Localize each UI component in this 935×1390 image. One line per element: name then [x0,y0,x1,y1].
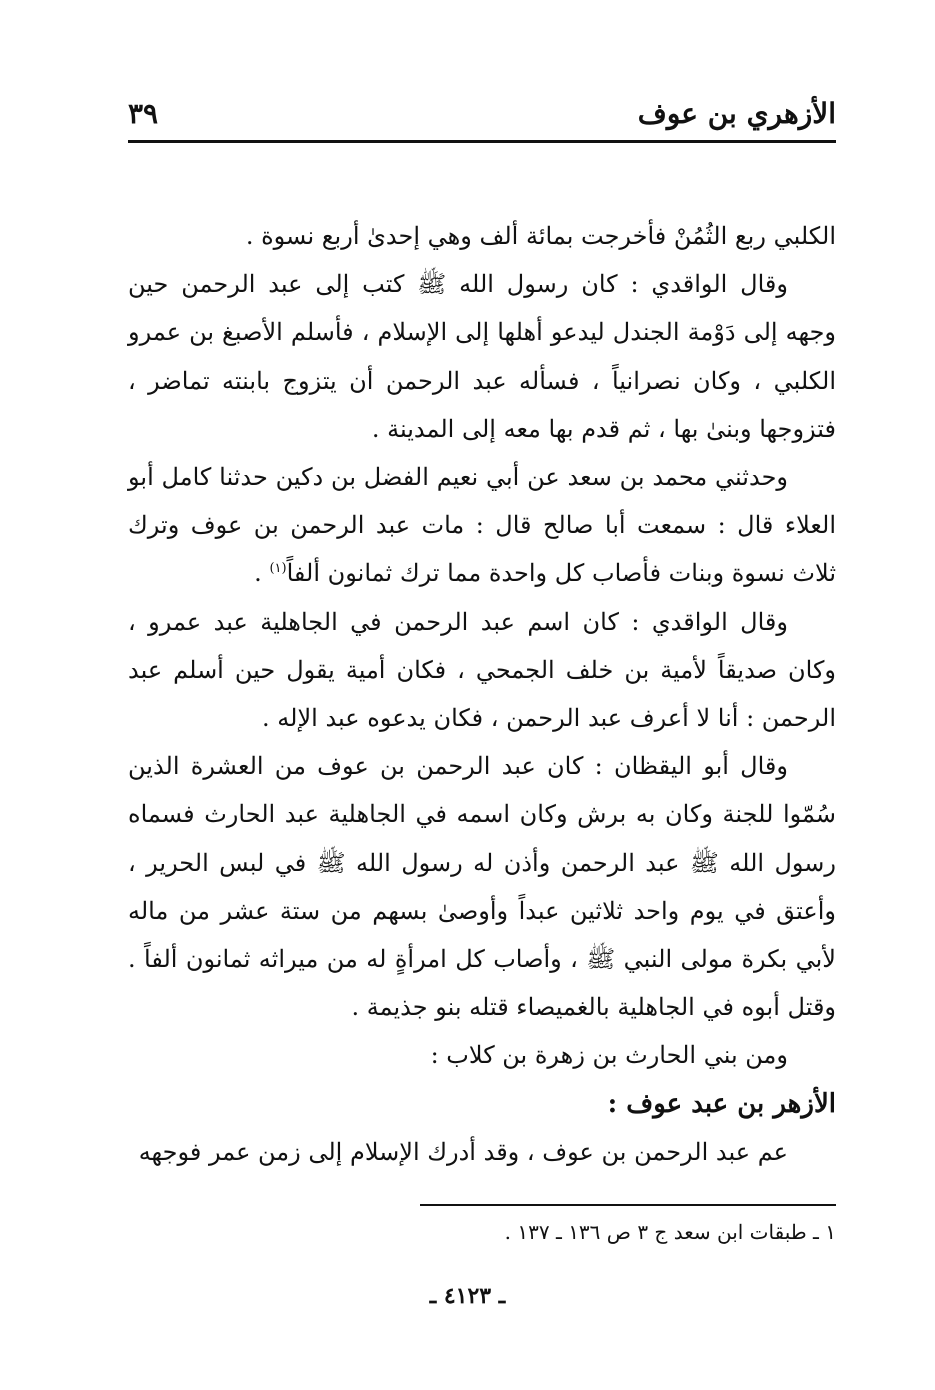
footnote: ١ ـ طبقات ابن سعد ج ٣ ص ١٣٦ ـ ١٣٧ . [504,1220,836,1244]
paragraph-4: وقال الواقدي : كان اسم عبد الرحمن في الجاهلية عبد عمرو ، وكان صديقاً لأمية بن خلف الجمحي ، فكان أمية يقول حين أسلم عبد الرحمن : أنا لا أعرف عبد الرحمن ، فكان يدعوه عبد الإله . [128,607,836,733]
folio-number: ـ ٤١٢٣ ـ [429,1283,506,1309]
paragraph-1: الكلبي ربع الثُمُنْ فأخرجت بمائة ألف وهي إحدىٰ أربع نسوة . [245,222,836,250]
paragraph-3-end: . [254,559,270,588]
footnote-marker: (١) [269,561,287,577]
page-header [128,92,836,136]
running-title: الأزهري بن عوف [637,97,836,130]
main-text [128,212,836,1176]
section-heading: الأزهر بن عبد عوف : [607,1088,836,1119]
page-number: ٣٩ [128,97,159,130]
paragraph-2: وقال الواقدي : كان رسول الله ﷺ كتب إلى عبد الرحمن حين وجهه إلى دَوْمة الجندل ليدعو أهلها إلى الإسلام ، فأسلم الأصبغ بن عمرو الكلبي ، وكان نصرانياً ، فسأله عبد الرحمن أن يتزوج بابنته تماضر ، فتزوجها وبنىٰ بها ، ثم قدم بها معه إلى المدينة . [128,270,836,443]
paragraph-6: عم عبد الرحمن بن عوف ، وقد أدرك الإسلام إلى زمن عمر فوجهه [138,1137,788,1166]
footnote-rule [420,1204,836,1206]
paragraph-3-text: وحدثني محمد بن سعد عن أبي نعيم الفضل بن دكين حدثنا كامل أبو العلاء قال : سمعت أبا صالح قال : مات عبد الرحمن بن عوف وترك ثلاث نسوة وبنات فأصاب كل واحدة مما ترك ثمانون ألفاً [128,463,836,588]
section-intro: ومن بني الحارث بن زهرة بن كلاب : [430,1041,788,1070]
paragraph-3 [128,453,836,598]
paragraph-5: وقال أبو اليقظان : كان عبد الرحمن بن عوف من العشرة الذين سُمّوا للجنة وكان به برش وكان اسمه في الجاهلية عبد الحارث فسماه رسول الله ﷺ عبد الرحمن وأذن له رسول الله ﷺ في لبس الحرير ، وأعتق في يوم واحد ثلاثين عبداً وأوصىٰ بسهم من ستة عشر من ماله لأبي بكرة مولى النبي ﷺ ، وأصاب كل امرأةٍ له من ميراثه ثمانون ألفاً . وقتل أبوه في الجاهلية بالغميصاء قتله بنو جذيمة . [128,752,837,1022]
header-rule [128,140,836,143]
